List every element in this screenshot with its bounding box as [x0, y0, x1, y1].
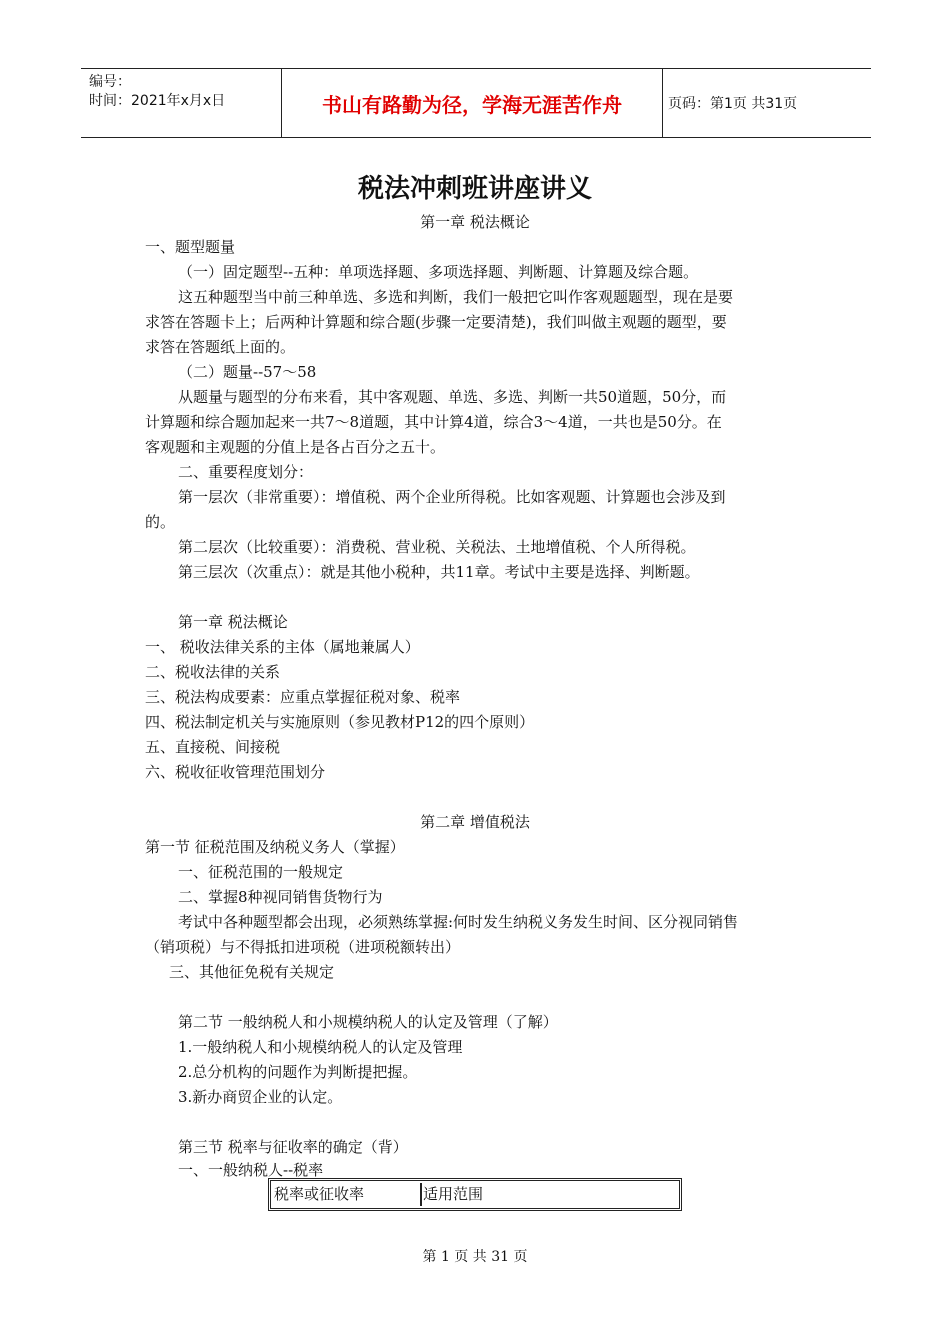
paragraph-line: 这五种题型当中前三种单选、多选和判断，我们一般把它叫作客观题题型，现在是要 — [178, 288, 734, 306]
section-heading: 第三节 税率与征收率的确定（背） — [178, 1138, 408, 1156]
paragraph-line: 第二层次（比较重要）：消费税、营业税、关税法、土地增值税、个人所得税。 — [178, 538, 696, 556]
paragraph-line: 求答在答题纸上面的。 — [145, 338, 296, 356]
paragraph-line: 求答在答题卡上；后两种计算题和综合题(步骤一定要清楚)，我们叫做主观题的题型，要 — [145, 313, 727, 331]
chapter-heading: 第二章 增值税法 — [420, 813, 530, 831]
paragraph-line: （一）固定题型--五种：单项选择题、多项选择题、判断题、计算题及综合题。 — [178, 263, 699, 281]
header-table — [81, 68, 871, 138]
doc-number-label: 编号： — [89, 74, 131, 90]
list-item: 二、掌握8种视同销售货物行为 — [178, 888, 383, 906]
list-item: 一、一般纳税人--税率 — [178, 1161, 324, 1179]
tax-rate-table — [270, 1180, 680, 1209]
list-item: 2.总分机构的问题作为判断提把握。 — [178, 1063, 418, 1081]
document-title: 税法冲刺班讲座讲义 — [357, 174, 592, 204]
header-motto: 书山有路勤为径，学海无涯苦作舟 — [282, 69, 663, 137]
paragraph-line: （二）题量--57～58 — [178, 363, 317, 381]
list-item: 三、其他征免税有关规定 — [169, 963, 335, 981]
header-page-info: 页码：第1页 共31页 — [668, 96, 798, 112]
list-item: 3.新办商贸企业的认定。 — [178, 1088, 343, 1106]
table-header-rate: 税率或征收率 — [274, 1183, 422, 1206]
paragraph-line: （销项税）与不得抵扣进项税（进项税额转出） — [145, 938, 461, 956]
section-heading: 第二节 一般纳税人和小规模纳税人的认定及管理（了解） — [178, 1013, 558, 1031]
paragraph-line: 客观题和主观题的分值上是各占百分之五十。 — [145, 438, 446, 456]
section-heading: 二、重要程度划分： — [178, 463, 314, 481]
list-item: 三、税法构成要素：应重点掌握征税对象、税率 — [145, 688, 461, 706]
header-info-cell — [81, 69, 282, 137]
list-item: 五、直接税、间接税 — [145, 738, 281, 756]
list-item: 六、税收征收管理范围划分 — [145, 763, 326, 781]
paragraph-line: 第一层次（非常重要）：增值税、两个企业所得税。比如客观题、计算题也会涉及到 — [178, 488, 726, 506]
doc-date-label: 时间：2021年x月x日 — [89, 93, 226, 109]
paragraph-line: 计算题和综合题加起来一共7～8道题，其中计算4道，综合3～4道，一共也是50分。在 — [145, 413, 722, 431]
list-item: 四、税法制定机关与实施原则（参见教材P12的四个原则） — [145, 713, 535, 731]
page-footer: 第 1 页 共 31 页 — [422, 1249, 528, 1265]
paragraph-line: 考试中各种题型都会出现，必须熟练掌握:何时发生纳税义务发生时间、区分视同销售 — [178, 913, 739, 931]
paragraph-line: 的。 — [145, 513, 176, 531]
list-item: 一、 税收法律关系的主体（属地兼属人） — [145, 638, 420, 656]
section-heading: 第一节 征税范围及纳税义务人（掌握） — [145, 838, 405, 856]
paragraph-line: 从题量与题型的分布来看，其中客观题、单选、多选、判断一共50道题，50分，而 — [178, 388, 727, 406]
list-item: 1.一般纳税人和小规模纳税人的认定及管理 — [178, 1038, 463, 1056]
list-item: 二、税收法律的关系 — [145, 663, 281, 681]
chapter-heading: 第一章 税法概论 — [178, 613, 288, 631]
section-heading: 一、题型题量 — [145, 238, 236, 256]
table-header-scope: 适用范围 — [423, 1185, 484, 1203]
list-item: 一、征税范围的一般规定 — [178, 863, 344, 881]
chapter-heading: 第一章 税法概论 — [420, 213, 530, 231]
paragraph-line: 第三层次（次重点）：就是其他小税种，共11章。考试中主要是选择、判断题。 — [178, 563, 700, 581]
